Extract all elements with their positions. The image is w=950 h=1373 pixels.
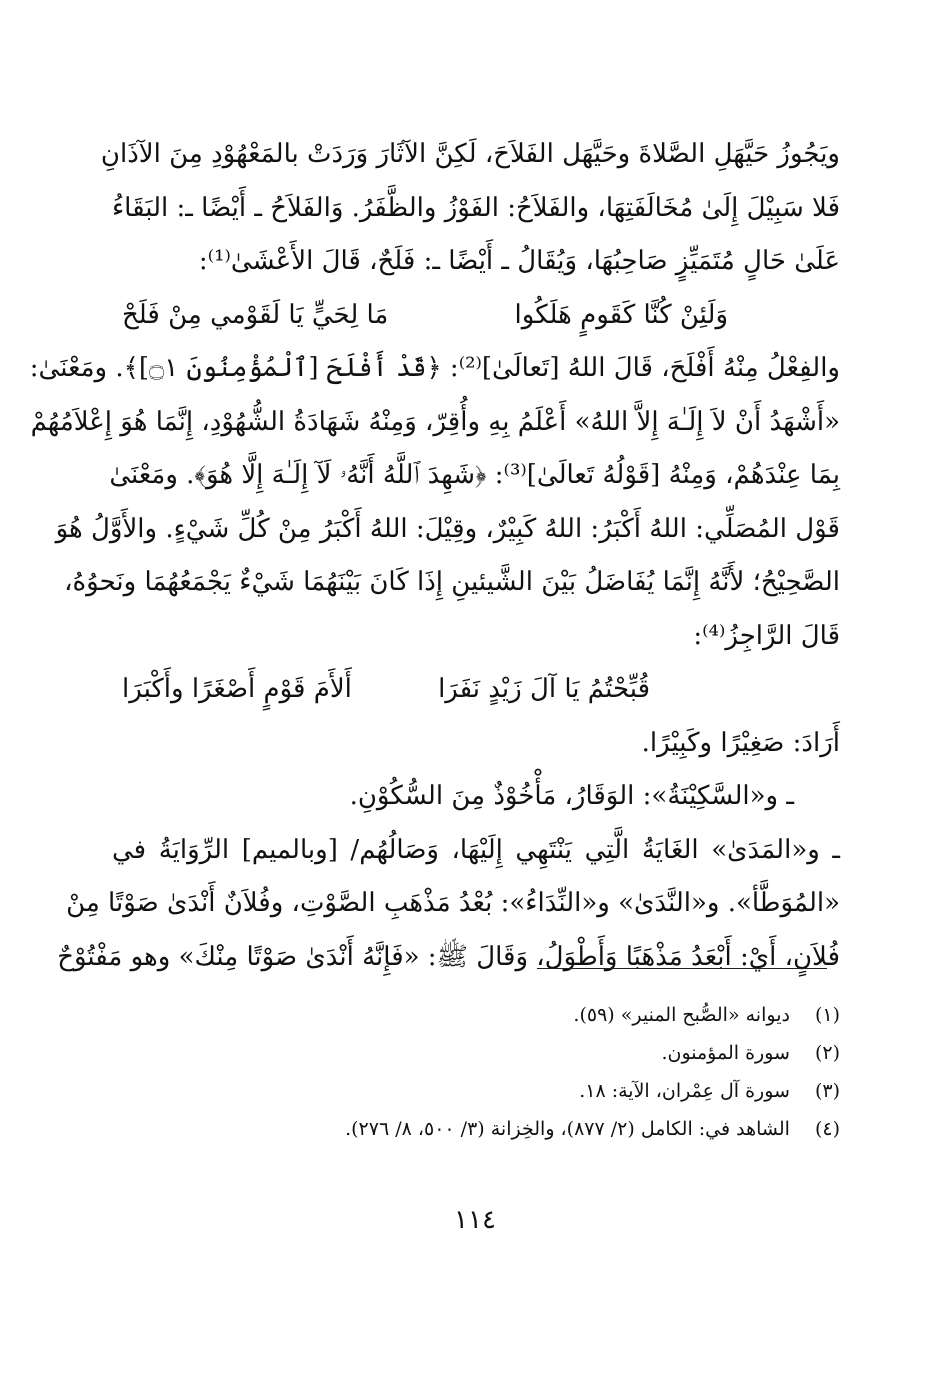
page-number: ١١٤ xyxy=(454,1205,496,1235)
poetry-verse xyxy=(112,289,840,343)
text-line: فُلاَنٍ، أَيْ: أَبْعَدُ مَذْهَبًا وَأَطْوَلُ، وَقَالَ ﷺ: «فَإِنَّهُ أَنْدَىٰ صَوْتًا مِنْكَ» وهو مَفْتُوْحٌ xyxy=(57,941,840,972)
text-line: «المُوَطَّأ». و«النَّدَىٰ» و«النِّدَاءُ»: بُعْدُ مَذْهَبِ الصَّوْتِ، وفُلاَنٌ أَنْدَىٰ صَوْتًا مِنْ xyxy=(66,888,840,918)
footnote-number: (٤) xyxy=(814,1118,840,1140)
text-line: ويَجُوزُ حَيَّهَلِ الصَّلاةَ وحَيَّهَل الفَلاَحَ، لَكِنَّ الآثَارَ وَرَدَتْ بالمَعْهُوْدِ مِنَ الآذَانِ xyxy=(100,139,840,169)
main-text xyxy=(29,128,840,984)
footnote-text: سورة المؤمنون. xyxy=(661,1042,790,1064)
text-line: فَلا سَبِيْلَ إِلَىٰ مُخَالَفَتِهَا، والفَلاَحُ: الفَوْزُ والظَّفَرُ. وَالفَلاَحُ ـ أَيْضًا ـ: البَقَاءُ xyxy=(111,192,840,223)
text-line: قَالَ الرَّاجِزُ⁽⁴⁾: xyxy=(693,620,840,651)
footnote-text: الشاهد في: الكامل (٢/ ٨٧٧)، والخِزانة (٣/ ٥٠٠، ٨/ ٢٧٦). xyxy=(345,1118,790,1140)
text-line: بِمَا عِنْدَهُمْ، وَمِنْهُ [قَوْلُهُ تَعالَىٰ]⁽³⁾: ﴿شَهِدَ ٱللَّهُ أَنَّهُۥ لَآ إِلَـٰهَ إِلَّا هُوَ﴾. ومَعْنَىٰ xyxy=(109,460,840,490)
text-line: ـ و«السَّكِيْنَةُ»: الوَقَارُ، مَأْخُوْذٌ مِنَ السُّكُوْنِ. xyxy=(349,781,794,811)
footnote xyxy=(200,996,840,1034)
verse-first-hemistich: قُبِّحْتُمُ يَا آلَ زَيْدٍ نَفَرَا xyxy=(438,674,650,704)
text-line: ـ و«المَدَىٰ» الغَايَةُ الَّتِي يَنْتَهِي إِلَيْهَا، وَصَالُهُم/ [وبالميم] الرِّوَايَةُ في xyxy=(112,834,840,865)
text-line: قَوْل المُصَلِّي: اللهُ أَكْبَرُ: اللهُ كَبِيْرٌ، وقِيْلَ: اللهُ أَكْبَرُ مِنْ كُلِّ شَيْءٍ. والأَوَّلُ هُوَ xyxy=(55,513,840,544)
text-line: الصَّحِيْحُ؛ لأَنَّهُ إِنَّمَا يُفَاضَلُ بَيْنَ الشَّيئينِ إِذَا كَانَ بَيْنَهُمَا شَيْءٌ يَجْمَعُهُمَا ونَحوُهُ، xyxy=(64,567,840,597)
footnote-separator xyxy=(537,968,827,969)
footnote-number: (٢) xyxy=(814,1042,840,1064)
poetry-verse xyxy=(112,663,840,717)
text-line: والفِعْلُ مِنْهُ أَفْلَحَ، قَالَ اللهُ [تَعالَىٰ]⁽²⁾: ﴿قَدْ أَفْلَحَ [ٱلْمُؤْمِنُونَ ۝١]﴾. ومَعْنَىٰ: xyxy=(29,353,840,383)
verse-second-hemistich: أَلأَمَ قَوْمٍ أَصْغَرًا وأَكْبَرَا xyxy=(122,674,352,704)
text-line: أَرَادَ: صَغِيْرًا وكَبِيْرًا. xyxy=(641,727,840,758)
text-line: عَلَىٰ حَالٍ مُتَمَيِّزٍ صَاحِبُهَا، وَيُقَالُ ـ أَيْضًا ـ: فَلَحٌ، قَالَ الأَعْشَىٰ⁽¹⁾: xyxy=(198,246,840,276)
footnote-number: (٣) xyxy=(814,1080,840,1102)
footnote xyxy=(200,1034,840,1072)
footnote xyxy=(200,1072,840,1110)
footnote-text: سورة آل عِمْران، الآية: ١٨. xyxy=(579,1080,790,1102)
footnote xyxy=(200,1110,840,1148)
footnote-text: ديوانه «الصُّبح المنير» (٥٩). xyxy=(573,1004,790,1026)
footnote-number: (١) xyxy=(814,1004,840,1026)
verse-second-hemistich: مَا لِحَيٍّ يَا لَقَوْمي مِنْ فَلَحْ xyxy=(122,299,389,330)
footnotes xyxy=(200,996,840,1148)
text-line: «أَشْهَدُ أَنْ لاَ إِلَـٰهَ إِلاَّ اللهُ» أَعْلَمُ بِهِ وأُقِرّ، وَمِنْهُ شَهَادَةُ الشُّهُوْدِ، إِنَّمَا هُوَ إِعْلاَمُهُمْ xyxy=(30,406,840,437)
verse-first-hemistich: وَلَئِنْ كُنَّا كَقَومٍ هَلَكُوا xyxy=(514,299,728,330)
